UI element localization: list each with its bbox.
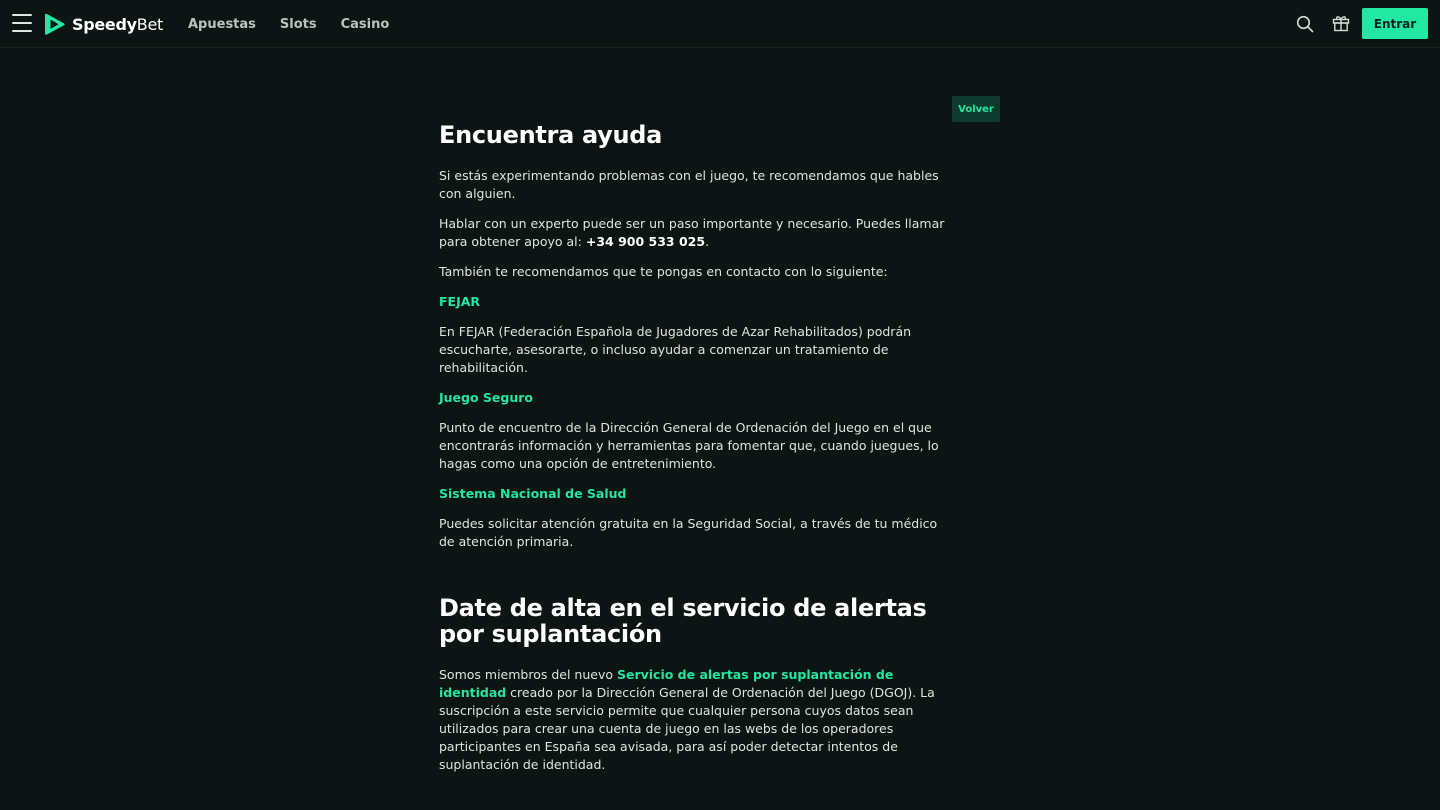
text-column: [439, 122, 954, 774]
back-button[interactable]: Volver: [952, 96, 1000, 122]
alerts-title: Date de alta en el servicio de alertas por suplantación: [439, 594, 927, 648]
main-nav: [188, 0, 389, 48]
alerts-service-link[interactable]: Servicio de alertas por suplantación de identidad: [439, 667, 894, 700]
brand-name: [72, 15, 163, 34]
help-content: [439, 96, 1000, 774]
login-button[interactable]: Entrar: [1362, 8, 1428, 39]
alerts-paragraph: [439, 666, 954, 774]
nav-casino[interactable]: Casino: [340, 16, 390, 32]
gift-icon[interactable]: [1332, 14, 1350, 32]
help-paragraph-2: [439, 215, 954, 251]
juego-seguro-description: Punto de encuentro de la Dirección General de Ordenación del Juego en el que encontrarás información y herramientas para fomentar que, cuando juegues, lo hagas como una opción de entretenimiento.: [439, 420, 939, 471]
help-title: Encuentra ayuda: [439, 121, 663, 149]
help-paragraph-2-text: Hablar con un experto puede ser un paso importante y necesario. Puedes llamar para obtener apoyo al:: [439, 216, 945, 249]
help-paragraph-3: También te recomendamos que te pongas en contacto con lo siguiente:: [439, 264, 888, 279]
nav-slots[interactable]: Slots: [279, 16, 317, 32]
juego-seguro-link[interactable]: Juego Seguro: [439, 390, 533, 405]
sistema-nacional-salud-link[interactable]: Sistema Nacional de Salud: [439, 486, 627, 501]
help-paragraph-2-end: .: [705, 234, 710, 249]
sistema-nacional-salud-description: Puedes solicitar atención gratuita en la Seguridad Social, a través de tu médico de atención primaria.: [439, 516, 938, 549]
play-logo-icon: [42, 11, 68, 37]
help-phone-number: +34 900 533 025: [585, 234, 706, 249]
hamburger-menu-icon[interactable]: [12, 14, 32, 32]
brand-bet: Bet: [136, 14, 163, 34]
brand-logo[interactable]: [42, 11, 163, 37]
alerts-paragraph-start: Somos miembros del nuevo: [439, 667, 617, 682]
help-paragraph-1: Si estás experimentando problemas con el juego, te recomendamos que hables con alguien.: [439, 168, 939, 201]
nav-apuestas[interactable]: Apuestas: [188, 16, 256, 32]
search-icon[interactable]: [1296, 15, 1314, 33]
brand-speedy: Speedy: [72, 14, 137, 34]
top-bar: [0, 0, 1440, 48]
fejar-link[interactable]: FEJAR: [439, 294, 481, 309]
alerts-paragraph-end: creado por la Dirección General de Ordenación del Juego (DGOJ). La suscripción a este servicio permite que cualquier persona cuyos datos sean utilizados para crear una cuenta de juego en las webs de los operadores participantes en España sea avisada, para así poder detectar intentos de suplantación de identidad.: [439, 685, 935, 772]
fejar-description: En FEJAR (Federación Española de Jugadores de Azar Rehabilitados) podrán escucharte, asesorarte, o incluso ayudar a comenzar un tratamiento de rehabilitación.: [439, 324, 912, 375]
